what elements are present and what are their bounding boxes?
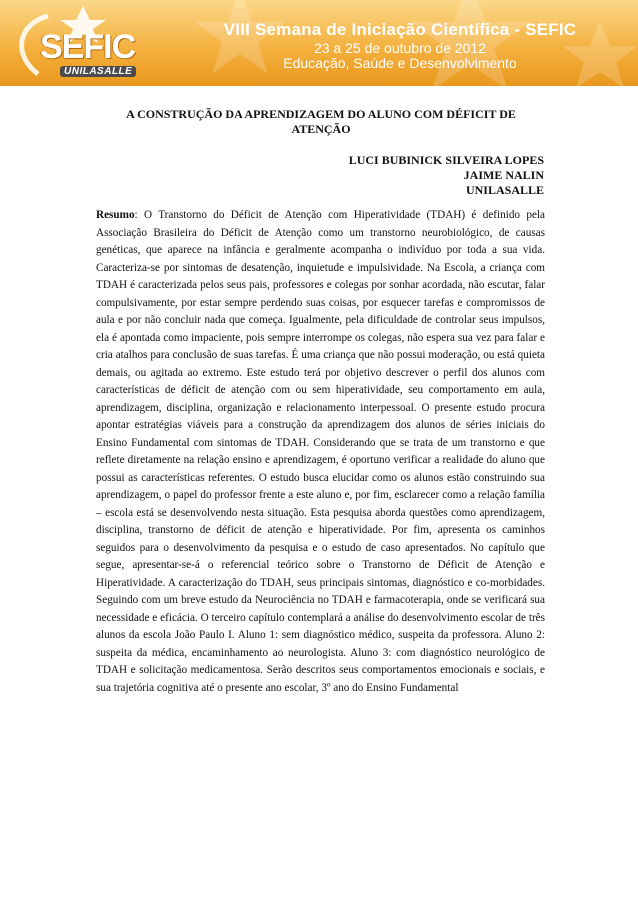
abstract-label: Resumo: [96, 209, 135, 221]
paper-title: A CONSTRUÇÃO DA APRENDIZAGEM DO ALUNO COM DÉFICIT DE ATENÇÃO: [126, 107, 516, 136]
event-title: VIII Semana de Iniciação Científica - SEFIC: [223, 20, 577, 39]
author-block: [300, 153, 544, 198]
event-dates: 23 a 25 de outubro de 2012: [313, 40, 487, 56]
abstract-text: : O Transtorno do Déficit de Atenção com Hiperatividade (TDAH) é definido pela Associação Brasileira do Déficit de Atenção como um transtorno neurobiológico, de causas genéticas, que aparece na infância e geralmente acompanha o indivíduo por toda a sua vida. Caracteriza-se por sintomas de desatenção, inquietude e impulsividade. Na Escola, a criança com TDAH é caracterizada pelos seus pais, professores e colegas por sonhar acordada, não escutar, falar compulsivamente, por estar sempre perdendo suas coisas, por esquecer tarefas e compromissos de aula e por não concluir nada que começa. Igualmente, pela dificuldade de controlar seus impulsos, ela é apontada como impaciente, pois sempre interrompe os colegas, não espera sua vez para falar e cria atalhos para conclusão de suas tarefas. É uma criança que não possui moderação, ou está quieta demais, ou agitada ao extremo. Este estudo terá por objetivo descrever o perfil dos alunos com características de déficit de atenção com ou sem hiperatividade, seu comportamento em aula, aprendizagem, disciplina, organização e relacionamento interpessoal. O presente estudo procura apontar estratégias viáveis para a construção da aprendizagem dos alunos de séries iniciais do Ensino Fundamental com sintomas de TDAH. Considerando que se trata de um transtorno e que reflete diretamente na relação ensino e aprendizagem, é oportuno verificar a realidade do aluno que possui as características referentes. O estudo busca elucidar como os alunos estão construindo sua aprendizagem, o papel do professor frente a este aluno e, por fim, esclarecer como a relação família – escola está se desenvolvendo nesta situação. Esta pesquisa aborda questões como aprendizagem, disciplina, transtorno de déficit de atenção e hiperatividade. Por fim, apresenta os caminhos seguidos para o desenvolvimento da pesquisa e o estudo de caso apresentados. No capítulo que segue, apresentar-se-á o referencial teórico sobre o Transtorno de Déficit de Atenção e Hiperatividade. A caracterização do TDAH, seus principais sintomas, diagnóstico e co-morbidades. Seguindo com um breve estudo da Neurociência no TDAH e farmacoterapia, onde se verificará sua necessidade e eficácia. O terceiro capítulo contemplará a análise do desenvolvimento escolar de três alunos da escola João Paulo I. Aluno 1: sem diagnóstico médico, suspeita da professora. Aluno 2: suspeita da médica, encaminhamento ao neurologista. Aluno 3: com diagnóstico neurológico de TDAH e solicitação medicamentosa. Serão descritos seus comportamentos emocionais e sociais, e sua trajetória cognitiva até o presente ano escolar, 3º ano do Ensino Fundamental: [96, 209, 545, 694]
author-name: LUCI BUBINICK SILVEIRA LOPES: [348, 153, 544, 167]
abstract-paragraph: [96, 207, 545, 697]
logo-subtitle: UNILASALLE: [60, 66, 136, 77]
sefic-logo: [6, 4, 176, 84]
logo-text: SEFIC: [40, 28, 136, 66]
author-affiliation: UNILASALLE: [465, 183, 544, 197]
event-banner: [0, 0, 638, 86]
author-name: JAIME NALIN: [463, 168, 544, 182]
event-theme: Educação, Saúde e Desenvolvimento: [283, 55, 517, 71]
